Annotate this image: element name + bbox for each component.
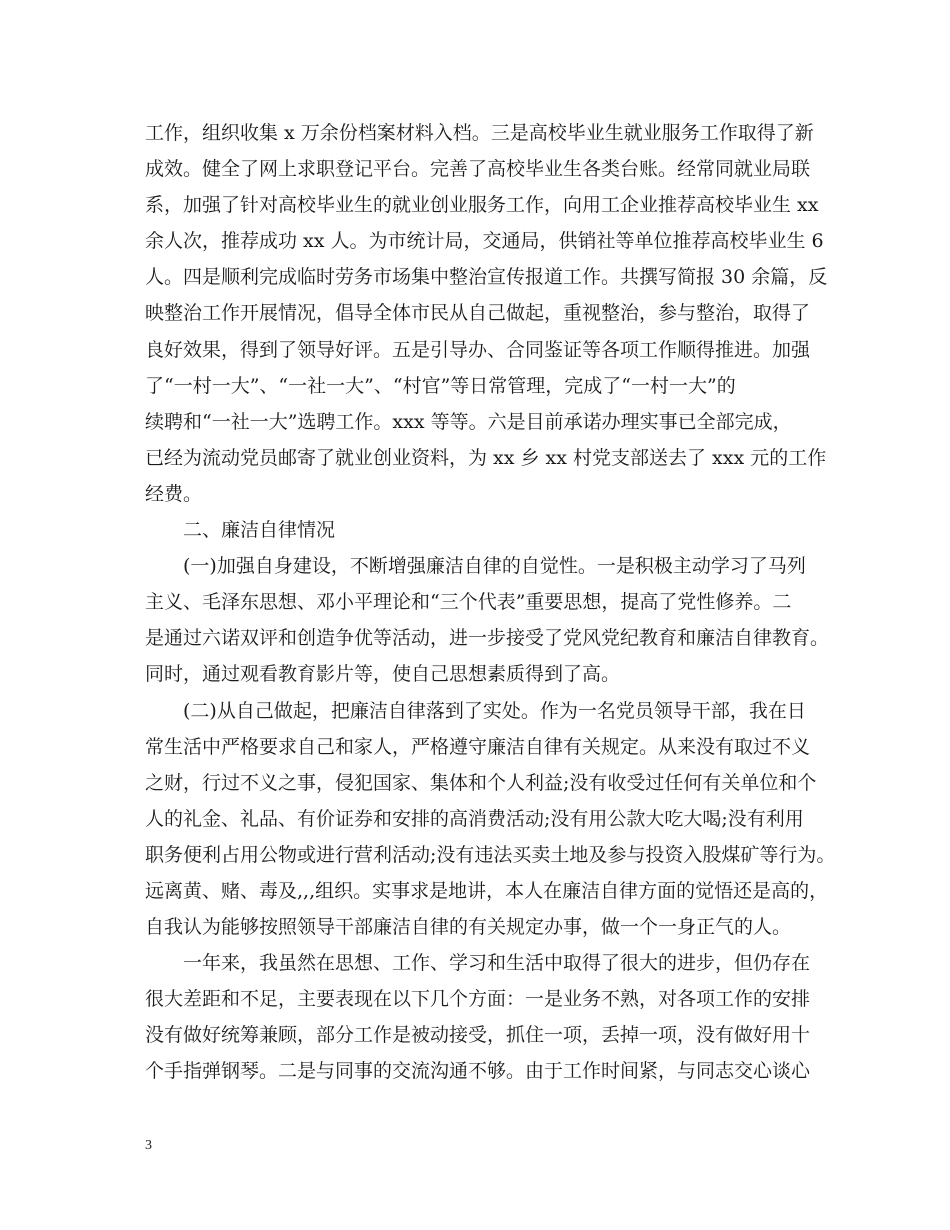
text-line: 余人次，推荐成功 xx 人。为市统计局，交通局，供销社等单位推荐高校毕业生 6 <box>145 230 824 253</box>
text-line: 是通过六诺双评和创造争优等活动，进一步接受了党风党纪教育和廉洁自律教育。 <box>145 627 830 650</box>
text-line: 良好效果，得到了领导好评。五是引导办、合同鉴证等各项工作顺得推进。加强 <box>145 338 811 361</box>
text-line: 人的礼金、礼品、有价证券和安排的高消费活动;没有用公款大吃大喝;没有利用 <box>145 807 804 830</box>
text-line: 个手指弹钢琴。二是与同事的交流沟通不够。由于工作时间紧，与同志交心谈心 <box>145 1060 811 1083</box>
text-line: 经费。 <box>145 482 203 505</box>
text-line: (二)从自己做起，把廉洁自律落到了实处。作为一名党员领导干部，我在日 <box>183 699 806 722</box>
text-line: 系，加强了针对高校毕业生的就业创业服务工作，向用工企业推荐高校毕业生 xx <box>145 194 819 217</box>
text-line: 主义、毛泽东思想、邓小平理论和“三个代表”重要思想，提高了党性修养。二 <box>145 591 792 614</box>
text-line: 自我认为能够按照领导干部廉洁自律的有关规定办事，做一个一身正气的人。 <box>145 916 792 939</box>
text-line: 已经为流动党员邮寄了就业创业资料，为 xx 乡 xx 村党支部送去了 xxx 元的工作 <box>145 446 827 469</box>
text-line: 同时，通过观看教育影片等，使自己思想素质得到了高。 <box>145 663 621 686</box>
text-line: 人。四是顺利完成临时劳务市场集中整治宣传报道工作。共撰写简报 30 余篇，反 <box>145 266 828 289</box>
text-line: 远离黄、赌、毒及,,,组织。实事求是地讲，本人在廉洁自律方面的觉悟还是高的， <box>145 879 829 902</box>
text-line: 二、廉洁自律情况 <box>183 519 336 542</box>
text-line: 很大差距和不足，主要表现在以下几个方面：一是业务不熟，对各项工作的安排 <box>145 988 811 1011</box>
text-line: 没有做好统筹兼顾，部分工作是被动接受，抓住一项，丢掉一项，没有做好用十 <box>145 1024 811 1047</box>
text-line: 映整治工作开展情况，倡导全体市民从自己做起，重视整治，参与整治，取得了 <box>145 302 811 325</box>
text-line: 续聘和“一社一大”选聘工作。xxx 等等。六是目前承诺办理实事已全部完成， <box>145 410 792 433</box>
text-line: 工作，组织收集 x 万余份档案材料入档。三是高校毕业生就业服务工作取得了新 <box>145 122 814 144</box>
text-line: 常生活中严格要求自己和家人，严格遵守廉洁自律有关规定。从来没有取过不义 <box>145 735 811 758</box>
text-line: 成效。健全了网上求职登记平台。完善了高校毕业生各类台账。经常同就业局联 <box>145 158 811 181</box>
text-line: 了“一村一大”、“一社一大”、“村官”等日常管理，完成了“一村一大”的 <box>145 374 736 397</box>
text-line: 职务便利占用公物或进行营利活动;没有违法买卖土地及参与投资入股煤矿等行为。 <box>145 843 836 866</box>
text-line: 之财，行过不义之事，侵犯国家、集体和个人利益;没有收受过任何有关单位和个 <box>145 771 817 794</box>
text-line: 一年来，我虽然在思想、工作、学习和生活中取得了很大的进步，但仍存在 <box>183 952 811 975</box>
page-number: 3 <box>145 1138 152 1153</box>
text-line: (一)加强自身建设，不断增强廉洁自律的自觉性。一是积极主动学习了马列 <box>183 555 806 578</box>
body-text <box>145 115 836 1090</box>
